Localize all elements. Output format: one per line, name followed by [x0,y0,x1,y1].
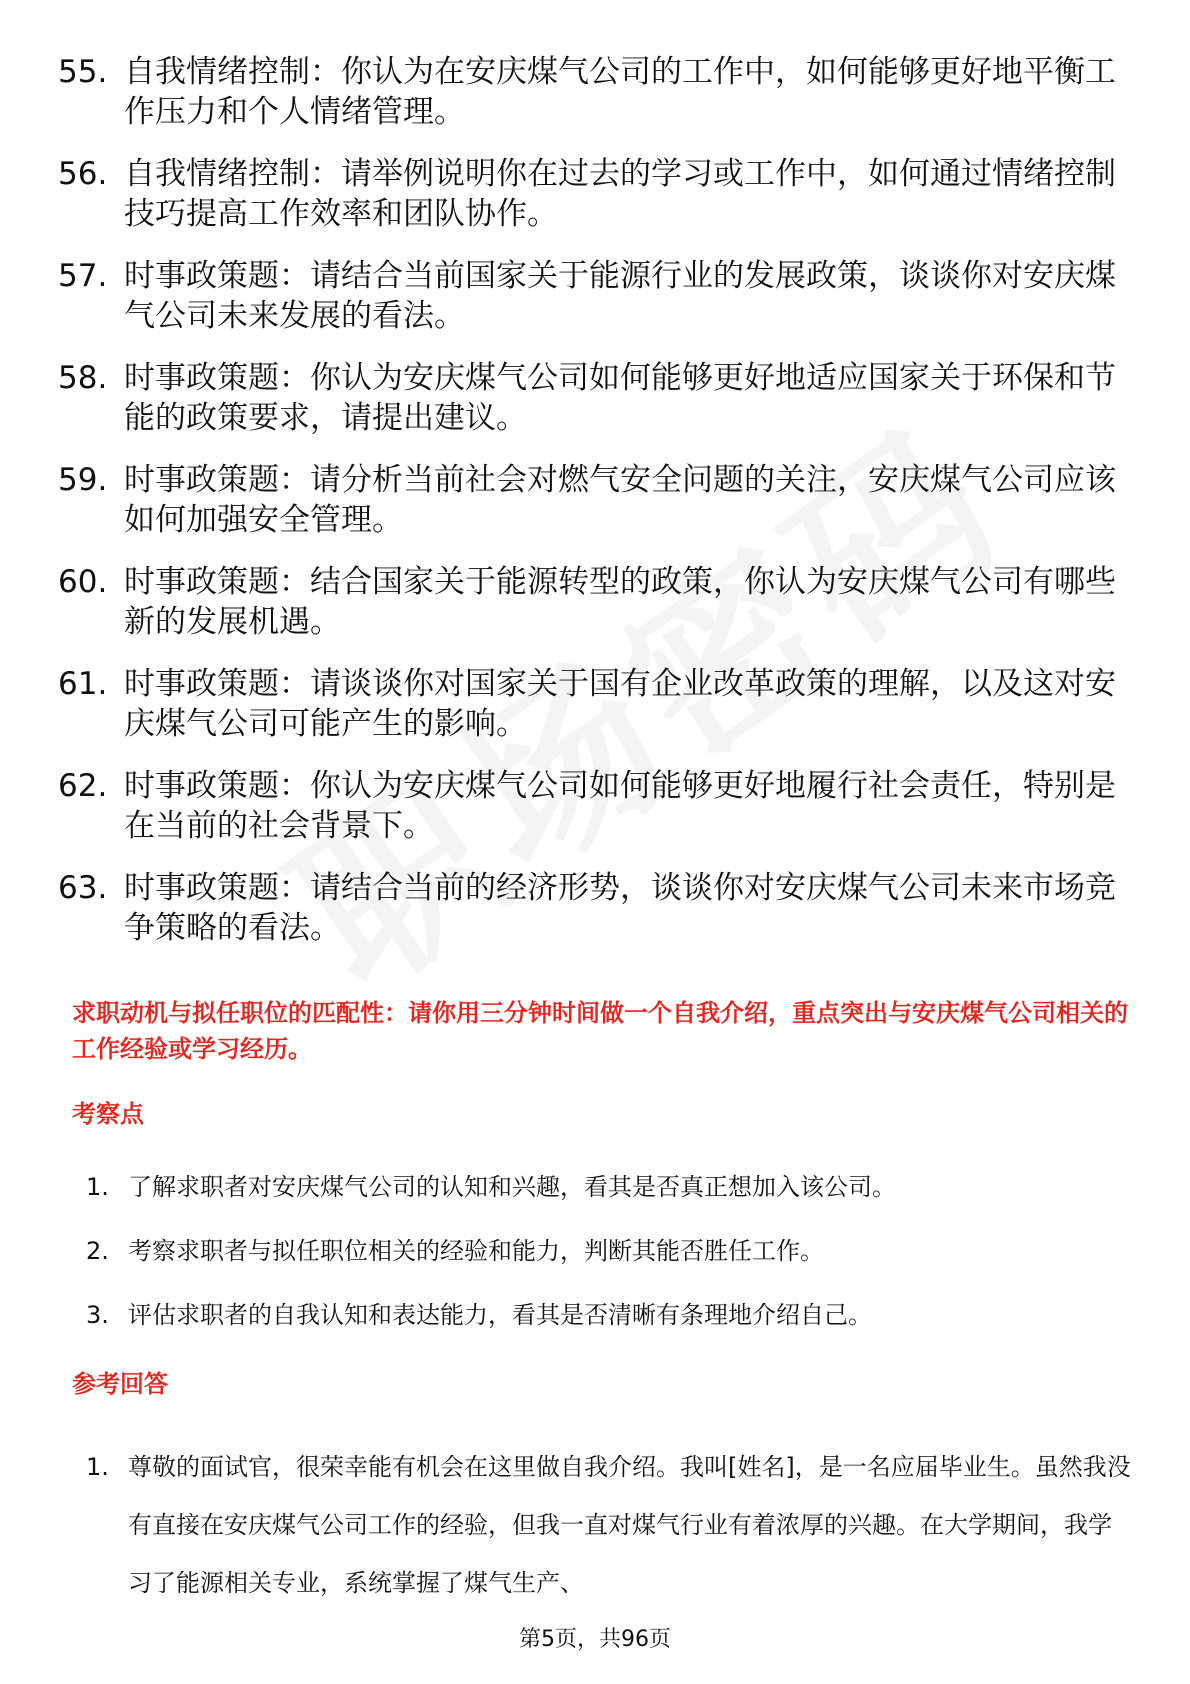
list-item [58,460,1128,540]
question-number: 59. [58,462,108,498]
list-item [58,868,1128,948]
point-number: 1. [86,1173,109,1201]
list-item [58,154,1128,234]
question-text: 时事政策题：请结合当前国家关于能源行业的发展政策，谈谈你对安庆煤气公司未来发展的看法。 [124,258,1116,334]
question-text: 自我情绪控制：你认为在安庆煤气公司的工作中，如何能够更好地平衡工作压力和个人情绪管理。 [124,54,1116,130]
question-number: 56. [58,156,108,192]
question-text: 时事政策题：你认为安庆煤气公司如何能够更好地适应国家关于环保和节能的政策要求，请提出建议。 [124,360,1116,436]
list-item [72,1438,1132,1612]
question-text: 时事政策题：请结合当前的经济形势，谈谈你对安庆煤气公司未来市场竞争策略的看法。 [124,870,1116,946]
reference-heading: 参考回答 [72,1370,168,1398]
section-heading: 求职动机与拟任职位的匹配性：请你用三分钟时间做一个自我介绍，重点突出与安庆煤气公司相关的工作经验或学习经历。 [72,999,1128,1063]
list-item [58,766,1128,846]
list-item [58,52,1128,132]
list-item [72,1170,1132,1204]
examine-heading: 考察点 [72,1100,144,1128]
list-item [58,562,1128,642]
point-text: 考察求职者与拟任职位相关的经验和能力，判断其能否胜任工作。 [128,1237,824,1265]
point-number: 3. [86,1301,109,1329]
question-number: 62. [58,768,108,804]
question-list [58,52,1128,970]
point-number: 2. [86,1237,109,1265]
question-text: 时事政策题：请分析当前社会对燃气安全问题的关注，安庆煤气公司应该如何加强安全管理。 [124,462,1116,538]
question-text: 时事政策题：你认为安庆煤气公司如何能够更好地履行社会责任，特别是在当前的社会背景下。 [124,768,1116,844]
examine-point-list [72,1170,1132,1362]
question-text: 时事政策题：结合国家关于能源转型的政策，你认为安庆煤气公司有哪些新的发展机遇。 [124,564,1116,640]
question-number: 60. [58,564,108,600]
question-number: 57. [58,258,108,294]
question-number: 58. [58,360,108,396]
list-item [72,1298,1132,1332]
list-item [58,358,1128,438]
answer-text: 尊敬的面试官，很荣幸能有机会在这里做自我介绍。我叫[姓名]，是一名应届毕业生。虽然我没有直接在安庆煤气公司工作的经验，但我一直对煤气行业有着浓厚的兴趣。在大学期间，我学习了能源相关专业，系统掌握了煤气生产、 [128,1453,1131,1597]
question-number: 55. [58,54,108,90]
question-text: 自我情绪控制：请举例说明你在过去的学习或工作中，如何通过情绪控制技巧提高工作效率和团队协作。 [124,156,1116,232]
answer-number: 1. [86,1453,109,1481]
page-footer: 第5页，共96页 [519,1627,671,1652]
list-item [58,664,1128,744]
question-number: 61. [58,666,108,702]
reference-answer-list [72,1438,1132,1612]
list-item [72,1234,1132,1268]
point-text: 了解求职者对安庆煤气公司的认知和兴趣，看其是否真正想加入该公司。 [128,1173,896,1201]
point-text: 评估求职者的自我认知和表达能力，看其是否清晰有条理地介绍自己。 [128,1301,872,1329]
question-text: 时事政策题：请谈谈你对国家关于国有企业改革政策的理解，以及这对安庆煤气公司可能产生的影响。 [124,666,1116,742]
question-number: 63. [58,870,108,906]
list-item [58,256,1128,336]
